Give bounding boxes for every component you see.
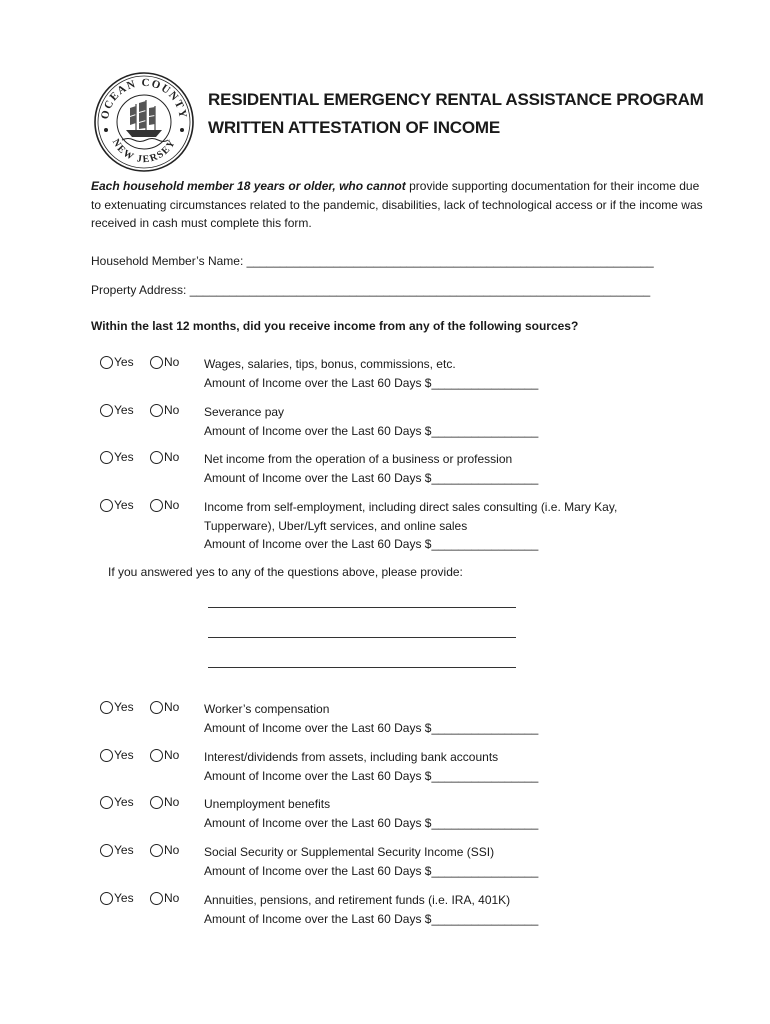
source-label: Worker’s compensation — [204, 702, 330, 716]
radio-circle-icon[interactable] — [150, 451, 163, 464]
amount-field[interactable]: Amount of Income over the Last 60 Days $________________ — [204, 720, 539, 735]
amount-field[interactable]: Amount of Income over the Last 60 Days $________________ — [204, 423, 539, 438]
answer-line[interactable] — [208, 666, 516, 668]
svg-text:OCEAN COUNTY: OCEAN COUNTY — [98, 76, 190, 121]
intro-paragraph — [91, 177, 711, 233]
title-line-1: RESIDENTIAL EMERGENCY RENTAL ASSISTANCE PROGRAM — [208, 90, 704, 109]
amount-field[interactable]: Amount of Income over the Last 60 Days $________________ — [204, 815, 539, 830]
radio-circle-icon[interactable] — [100, 451, 113, 464]
property-address-field[interactable]: Property Address: _____________________________________________________________________ — [91, 283, 651, 297]
yes-option[interactable]: Yes — [100, 450, 134, 464]
radio-circle-icon[interactable] — [100, 892, 113, 905]
source-label: Wages, salaries, tips, bonus, commissions, etc. — [204, 357, 456, 371]
no-option[interactable]: No — [150, 843, 179, 857]
no-option[interactable]: No — [150, 700, 179, 714]
radio-circle-icon[interactable] — [150, 356, 163, 369]
source-label: Unemployment benefits — [204, 797, 331, 811]
radio-circle-icon[interactable] — [150, 892, 163, 905]
source-label: Severance pay — [204, 405, 285, 419]
income-question: Within the last 12 months, did you receive income from any of the following sources? — [91, 319, 579, 333]
title-line-2: WRITTEN ATTESTATION OF INCOME — [208, 118, 500, 137]
yes-option[interactable]: Yes — [100, 355, 134, 369]
radio-circle-icon[interactable] — [150, 404, 163, 417]
amount-field[interactable]: Amount of Income over the Last 60 Days $________________ — [204, 911, 539, 926]
source-label: Interest/dividends from assets, including bank accounts — [204, 750, 499, 764]
radio-circle-icon[interactable] — [150, 796, 163, 809]
yes-option[interactable]: Yes — [100, 795, 134, 809]
answer-line[interactable] — [208, 636, 516, 638]
source-label: Net income from the operation of a business or profession — [204, 452, 513, 466]
member-name-field[interactable]: Household Member’s Name: _____________________________________________________________ — [91, 254, 654, 268]
radio-circle-icon[interactable] — [100, 844, 113, 857]
no-option[interactable]: No — [150, 498, 179, 512]
radio-circle-icon[interactable] — [150, 499, 163, 512]
radio-circle-icon[interactable] — [100, 796, 113, 809]
source-label: Income from self-employment, including direct sales consulting (i.e. Mary Kay, Tupperware), Uber/Lyft services, and online sales — [204, 500, 618, 533]
yes-option[interactable]: Yes — [100, 843, 134, 857]
radio-circle-icon[interactable] — [150, 844, 163, 857]
radio-circle-icon[interactable] — [100, 749, 113, 762]
no-option[interactable]: No — [150, 355, 179, 369]
no-option[interactable]: No — [150, 748, 179, 762]
no-option[interactable]: No — [150, 891, 179, 905]
answer-line[interactable] — [208, 606, 516, 608]
no-option[interactable]: No — [150, 403, 179, 417]
radio-circle-icon[interactable] — [150, 701, 163, 714]
source-label: Annuities, pensions, and retirement funds (i.e. IRA, 401K) — [204, 893, 511, 907]
ocean-county-seal-logo — [92, 70, 196, 174]
radio-circle-icon[interactable] — [100, 499, 113, 512]
amount-field[interactable]: Amount of Income over the Last 60 Days $________________ — [204, 863, 539, 878]
followup-instruction: If you answered yes to any of the questions above, please provide: — [108, 565, 463, 579]
yes-option[interactable]: Yes — [100, 891, 134, 905]
yes-option[interactable]: Yes — [100, 748, 134, 762]
form-title — [208, 86, 704, 142]
radio-circle-icon[interactable] — [100, 404, 113, 417]
no-option[interactable]: No — [150, 795, 179, 809]
no-option[interactable]: No — [150, 450, 179, 464]
radio-circle-icon[interactable] — [100, 356, 113, 369]
yes-option[interactable]: Yes — [100, 498, 134, 512]
amount-field[interactable]: Amount of Income over the Last 60 Days $________________ — [204, 470, 539, 485]
source-label: Social Security or Supplemental Security Income (SSI) — [204, 845, 495, 859]
radio-circle-icon[interactable] — [150, 749, 163, 762]
yes-option[interactable]: Yes — [100, 403, 134, 417]
intro-rest: provide supporting documentation for their income due to extenuating circumstances related to the pandemic, disabilities, lack of technological access or if the income was received in cash must complete this form. — [91, 179, 703, 230]
intro-bold: Each household member 18 years or older, who cannot — [91, 179, 406, 193]
radio-circle-icon[interactable] — [100, 701, 113, 714]
amount-field[interactable]: Amount of Income over the Last 60 Days $________________ — [204, 537, 539, 551]
amount-field[interactable]: Amount of Income over the Last 60 Days $________________ — [204, 375, 539, 390]
svg-text:NEW JERSEY: NEW JERSEY — [109, 137, 179, 166]
yes-option[interactable]: Yes — [100, 700, 134, 714]
amount-field[interactable]: Amount of Income over the Last 60 Days $________________ — [204, 768, 539, 783]
